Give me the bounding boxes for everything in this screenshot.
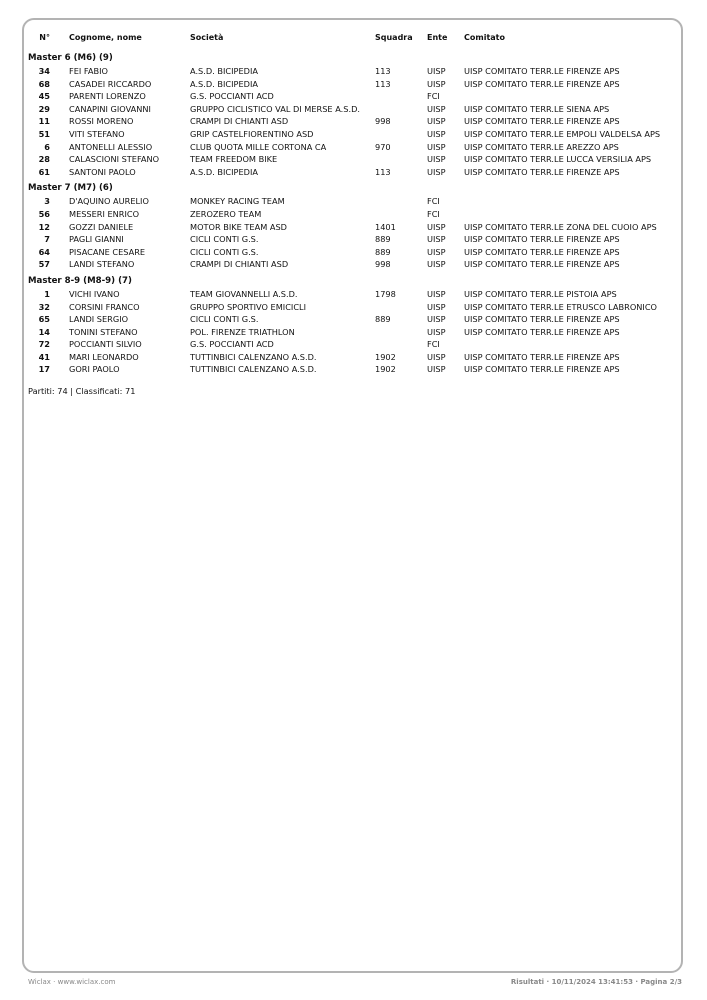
cell-ente: UISP xyxy=(427,326,446,337)
cell-comitato: UISP COMITATO TERR.LE ETRUSCO LABRONICO xyxy=(464,301,657,312)
cell-name: CANAPINI GIOVANNI xyxy=(69,103,151,114)
cell-name: PISACANE CESARE xyxy=(69,246,146,257)
cell-name: D'AQUINO AURELIO xyxy=(69,196,149,207)
cell-num: 12 xyxy=(38,221,50,232)
table-row xyxy=(28,258,678,271)
cell-ente: UISP xyxy=(427,246,446,257)
cell-societa: GRUPPO CICLISTICO VAL DI MERSE A.S.D. xyxy=(190,103,360,114)
cell-name: GORI PAOLO xyxy=(69,364,120,375)
cell-societa: GRUPPO SPORTIVO EMICICLI xyxy=(190,301,307,312)
cell-societa: TEAM GIOVANNELLI A.S.D. xyxy=(190,288,298,299)
cell-num: 17 xyxy=(38,364,50,375)
cell-ente: UISP xyxy=(427,301,446,312)
table-row xyxy=(28,78,678,91)
cell-societa: TUTTINBICI CALENZANO A.S.D. xyxy=(190,351,317,362)
cell-name: VICHI IVANO xyxy=(69,288,120,299)
cell-num: 51 xyxy=(38,128,50,139)
cell-societa: GRIP CASTELFIORENTINO ASD xyxy=(190,128,314,139)
cell-name: CORSINI FRANCO xyxy=(69,301,140,312)
cell-num: 29 xyxy=(38,103,50,114)
results-table xyxy=(28,32,678,396)
header-num: N° xyxy=(39,33,50,42)
cell-name: POCCIANTI SILVIO xyxy=(69,339,142,350)
cell-num: 41 xyxy=(38,351,50,362)
table-row xyxy=(28,195,678,208)
cell-num: 11 xyxy=(38,116,50,127)
summary-text: Partiti: 74 | Classificati: 71 xyxy=(28,386,136,397)
cell-comitato: UISP COMITATO TERR.LE LUCCA VERSILIA APS xyxy=(464,154,652,165)
group-title: Master 6 (M6) (9) xyxy=(28,53,113,63)
cell-squadra: 1902 xyxy=(375,351,396,362)
cell-squadra: 970 xyxy=(375,141,391,152)
cell-comitato: UISP COMITATO TERR.LE AREZZO APS xyxy=(464,141,619,152)
cell-societa: G.S. POCCIANTI ACD xyxy=(190,91,274,102)
table-row xyxy=(28,221,678,234)
table-row xyxy=(28,153,678,166)
cell-name: TONINI STEFANO xyxy=(69,326,138,337)
cell-societa: CRAMPI DI CHIANTI ASD xyxy=(190,116,289,127)
cell-ente: UISP xyxy=(427,154,446,165)
cell-comitato: UISP COMITATO TERR.LE FIRENZE APS xyxy=(464,116,620,127)
cell-squadra: 998 xyxy=(375,116,391,127)
table-row xyxy=(28,363,678,376)
footer-right: Risultati · 10/11/2024 13:41:53 · Pagina 2/3 xyxy=(510,978,682,986)
cell-num: 32 xyxy=(38,301,50,312)
cell-societa: A.S.D. BICIPEDIA xyxy=(190,66,258,76)
table-row xyxy=(28,338,678,351)
cell-societa: ZEROZERO TEAM xyxy=(190,208,262,219)
cell-societa: A.S.D. BICIPEDIA xyxy=(190,166,258,177)
cell-societa: MONKEY RACING TEAM xyxy=(190,196,285,207)
cell-comitato: UISP COMITATO TERR.LE FIRENZE APS xyxy=(464,234,620,245)
cell-ente: UISP xyxy=(427,234,446,245)
cell-squadra: 889 xyxy=(375,234,391,245)
cell-num: 64 xyxy=(38,246,50,257)
cell-name: VITI STEFANO xyxy=(69,128,125,139)
table-row xyxy=(28,128,678,141)
table-row xyxy=(28,90,678,103)
cell-societa: TUTTINBICI CALENZANO A.S.D. xyxy=(190,364,317,375)
cell-num: 57 xyxy=(38,259,50,270)
cell-name: SANTONI PAOLO xyxy=(69,166,136,177)
table-row xyxy=(28,103,678,116)
cell-ente: UISP xyxy=(427,364,446,375)
group-title: Master 7 (M7) (6) xyxy=(28,183,113,194)
header-squadra: Squadra xyxy=(375,33,413,42)
cell-societa: TEAM FREEDOM BIKE xyxy=(190,154,278,165)
cell-name: CALASCIONI STEFANO xyxy=(69,154,160,165)
cell-num: 28 xyxy=(38,154,50,165)
cell-comitato: UISP COMITATO TERR.LE FIRENZE APS xyxy=(464,326,620,337)
table-row xyxy=(28,141,678,154)
header-societa: Società xyxy=(190,33,224,42)
cell-comitato: UISP COMITATO TERR.LE FIRENZE APS xyxy=(464,364,620,375)
cell-ente: UISP xyxy=(427,288,446,299)
cell-societa: A.S.D. BICIPEDIA xyxy=(190,78,258,89)
cell-name: ROSSI MORENO xyxy=(69,116,134,127)
cell-num: 65 xyxy=(38,314,50,325)
cell-ente: UISP xyxy=(427,166,446,177)
table-row xyxy=(28,115,678,128)
cell-ente: FCI xyxy=(427,91,440,102)
header-name: Cognome, nome xyxy=(69,33,142,42)
cell-ente: UISP xyxy=(427,314,446,325)
cell-squadra: 998 xyxy=(375,259,391,270)
cell-ente: UISP xyxy=(427,66,446,76)
cell-comitato: UISP COMITATO TERR.LE FIRENZE APS xyxy=(464,351,620,362)
table-row xyxy=(28,351,678,364)
cell-num: 68 xyxy=(38,78,50,89)
cell-comitato: UISP COMITATO TERR.LE FIRENZE APS xyxy=(464,259,620,270)
cell-ente: FCI xyxy=(427,208,440,219)
table-row xyxy=(28,208,678,221)
footer-left: Wiclax · www.wiclax.com xyxy=(28,978,116,986)
cell-societa: POL. FIRENZE TRIATHLON xyxy=(190,326,295,337)
cell-ente: UISP xyxy=(427,128,446,139)
cell-comitato: UISP COMITATO TERR.LE SIENA APS xyxy=(464,103,610,114)
cell-societa: CICLI CONTI G.S. xyxy=(190,246,259,257)
table-row xyxy=(28,233,678,246)
cell-num: 6 xyxy=(44,141,50,152)
table-row xyxy=(28,288,678,301)
cell-ente: UISP xyxy=(427,141,446,152)
table-row xyxy=(28,326,678,339)
cell-ente: UISP xyxy=(427,351,446,362)
cell-name: FEI FABIO xyxy=(69,66,108,76)
cell-num: 14 xyxy=(38,326,50,337)
cell-name: LANDI SERGIO xyxy=(69,314,129,325)
table-row xyxy=(28,313,678,326)
cell-squadra: 889 xyxy=(375,246,391,257)
cell-name: CASADEI RICCARDO xyxy=(69,78,152,89)
cell-ente: UISP xyxy=(427,103,446,114)
cell-num: 7 xyxy=(44,234,50,245)
cell-ente: FCI xyxy=(427,339,440,350)
cell-name: PAGLI GIANNI xyxy=(69,234,124,245)
cell-societa: CICLI CONTI G.S. xyxy=(190,314,259,325)
cell-name: LANDI STEFANO xyxy=(69,259,135,270)
table-row xyxy=(28,246,678,259)
cell-ente: UISP xyxy=(427,116,446,127)
cell-comitato: UISP COMITATO TERR.LE EMPOLI VALDELSA APS xyxy=(464,128,661,139)
cell-societa: CRAMPI DI CHIANTI ASD xyxy=(190,259,289,270)
cell-squadra: 1902 xyxy=(375,364,396,375)
table-row xyxy=(28,166,678,179)
header-comitato: Comitato xyxy=(464,33,505,42)
cell-societa: CLUB QUOTA MILLE CORTONA CA xyxy=(190,141,327,152)
table-row xyxy=(28,301,678,314)
table-row xyxy=(28,65,678,78)
cell-comitato: UISP COMITATO TERR.LE FIRENZE APS xyxy=(464,166,620,177)
cell-comitato: UISP COMITATO TERR.LE FIRENZE APS xyxy=(464,314,620,325)
header-ente: Ente xyxy=(427,33,448,42)
cell-comitato: UISP COMITATO TERR.LE ZONA DEL CUOIO APS xyxy=(464,221,657,232)
cell-num: 45 xyxy=(38,91,50,102)
table-header xyxy=(28,32,678,46)
cell-name: MESSERI ENRICO xyxy=(69,208,140,219)
cell-comitato: UISP COMITATO TERR.LE FIRENZE APS xyxy=(464,66,620,76)
cell-ente: UISP xyxy=(427,221,446,232)
cell-squadra: 113 xyxy=(375,66,391,76)
cell-num: 61 xyxy=(38,166,50,177)
cell-num: 3 xyxy=(44,196,50,207)
cell-squadra: 889 xyxy=(375,314,391,325)
cell-ente: UISP xyxy=(427,78,446,89)
cell-societa: G.S. POCCIANTI ACD xyxy=(190,339,274,350)
cell-comitato: UISP COMITATO TERR.LE FIRENZE APS xyxy=(464,246,620,257)
cell-num: 56 xyxy=(38,208,50,219)
cell-name: GOZZI DANIELE xyxy=(69,221,134,232)
cell-ente: UISP xyxy=(427,259,446,270)
cell-comitato: UISP COMITATO TERR.LE PISTOIA APS xyxy=(464,288,617,299)
cell-societa: CICLI CONTI G.S. xyxy=(190,234,259,245)
cell-societa: MOTOR BIKE TEAM ASD xyxy=(190,221,287,232)
cell-name: PARENTI LORENZO xyxy=(69,91,146,102)
cell-num: 72 xyxy=(38,339,50,350)
cell-squadra: 113 xyxy=(375,166,391,177)
cell-squadra: 1401 xyxy=(375,221,396,232)
groups-container xyxy=(28,52,678,376)
cell-num: 1 xyxy=(44,288,50,299)
cell-comitato: UISP COMITATO TERR.LE FIRENZE APS xyxy=(464,78,620,89)
cell-num: 34 xyxy=(38,66,50,76)
cell-squadra: 1798 xyxy=(375,288,396,299)
cell-name: MARI LEONARDO xyxy=(69,351,139,362)
cell-name: ANTONELLI ALESSIO xyxy=(69,141,153,152)
cell-ente: FCI xyxy=(427,196,440,207)
cell-squadra: 113 xyxy=(375,78,391,89)
group-title: Master 8-9 (M8-9) (7) xyxy=(28,275,132,286)
